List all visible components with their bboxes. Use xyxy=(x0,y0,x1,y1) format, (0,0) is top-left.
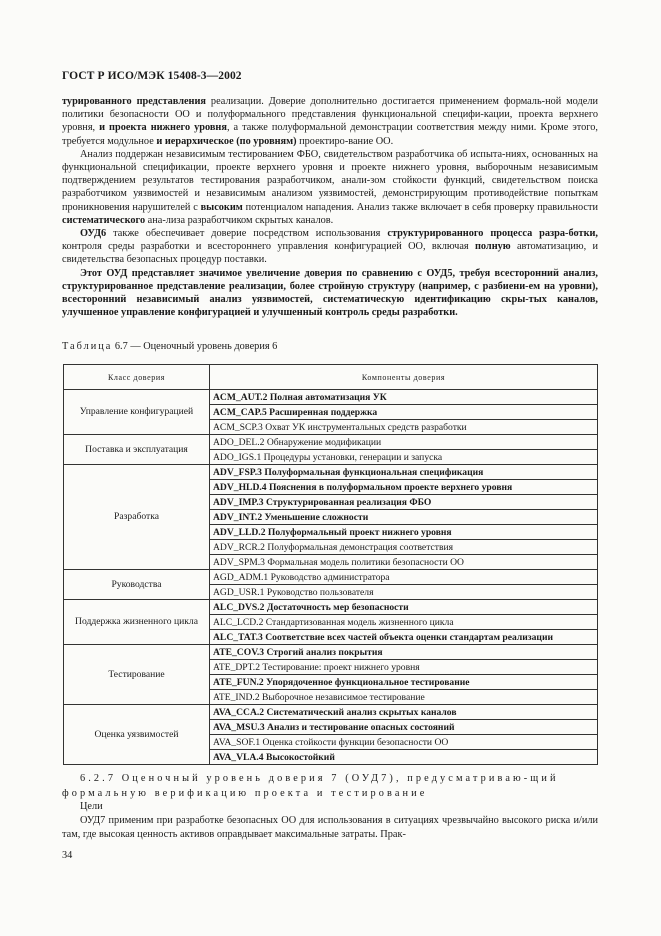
assurance-class-cell: Разработка xyxy=(64,465,210,570)
bold-text: и проекта нижнего уровня xyxy=(99,122,227,134)
bold-text: полную xyxy=(474,241,511,253)
assurance-component-cell: ATE_FUN.2 Упорядоченное функциональное тестирование xyxy=(210,675,598,690)
assurance-class-cell: Поставка и эксплуатация xyxy=(64,435,210,465)
table-caption xyxy=(62,341,277,352)
text: Анализ поддержан независимым тестированием ФБО, свидетельством разработчика об испыта-ниях, основанных на функциональной спецификации, проекте верхнего уровня и проекте нижнего уровня, выборочным независимым подтверждением результатов тестирования разработчиком, анали-зом стойкости функций, свидетельством поиска разработчиком уязвимостей и независимым анализом уязвимостей, демонстрирующим противодействие попыткам проникновения нарушителей с xyxy=(62,148,598,213)
assurance-component-cell: ALC_TAT.3 Соответствие всех частей объекта оценки стандартам реализации xyxy=(210,630,598,645)
table-row xyxy=(64,465,598,480)
assurance-component-cell: AGD_USR.1 Руководство пользователя xyxy=(210,585,598,600)
assurance-component-cell: ADO_DEL.2 Обнаружение модификации xyxy=(210,435,598,450)
bold-text: Этот ОУД представляет значимое увеличение доверия по сравнению с ОУД5, требуя всесторонний анализ, структурированное представление реализации, более стройную структуру (например, с разбиени-ем на уровни), всесторонний независимый анализ уязвимостей, систематическую идентификацию скры-тых каналов, улучшенное управление конфигурацией и улучшенный контроль среды разработки. xyxy=(62,267,598,319)
assurance-component-cell: ADV_LLD.2 Полуформальный проект нижнего уровня xyxy=(210,525,598,540)
assurance-component-cell: ACM_SCP.3 Охват УК инструментальных средств разработки xyxy=(210,420,598,435)
table-row xyxy=(64,645,598,660)
table-row xyxy=(64,435,598,450)
paragraph-2 xyxy=(62,148,598,227)
assurance-component-cell: ACM_AUT.2 Полная автоматизация УК xyxy=(210,390,598,405)
paragraph-4 xyxy=(62,267,598,320)
text: контроля среды разработки и всестороннего управления конфигурацией ОО, включая xyxy=(62,241,475,253)
text: , а также полуформальной демонстрации соответствия между ними. Кроме этого, требуется модульное xyxy=(62,122,598,147)
goals-text: ОУД7 применим при разработке безопасных ОО для использования в ситуациях чрезвычайно высокого риска и/или там, где высокая ценность активов оправдывает максимальные затраты. Прак- xyxy=(62,815,598,840)
bold-text: высоким xyxy=(200,201,243,213)
assurance-component-cell: AGD_ADM.1 Руководство администратора xyxy=(210,570,598,585)
goals-label: Цели xyxy=(80,801,103,812)
table-row xyxy=(64,570,598,585)
paragraph-3 xyxy=(62,227,598,267)
caption-text: 6.7 — Оценочный уровень доверия 6 xyxy=(112,341,278,352)
bold-text: турированного представления xyxy=(62,96,206,107)
assurance-component-cell: ACM_CAP.5 Расширенная поддержка xyxy=(210,405,598,420)
assurance-component-cell: AVA_MSU.3 Анализ и тестирование опасных состояний xyxy=(210,720,598,735)
assurance-component-cell: ADV_INT.2 Уменьшение сложности xyxy=(210,510,598,525)
assurance-class-cell: Руководства xyxy=(64,570,210,600)
document-header: ГОСТ Р ИСО/МЭК 15408-3—2002 xyxy=(62,70,242,82)
text: также обеспечивает доверие посредством использования xyxy=(106,228,388,240)
assurance-component-cell: ATE_COV.3 Строгий анализ покрытия xyxy=(210,645,598,660)
assurance-class-cell: Управление конфигурацией xyxy=(64,390,210,435)
assurance-component-cell: ADV_SPM.3 Формальная модель политики безопасности ОО xyxy=(210,555,598,570)
bold-text: ОУД6 xyxy=(80,228,107,240)
assurance-component-cell: ATE_IND.2 Выборочное независимое тестирование xyxy=(210,690,598,705)
bold-text: структурированного процесса разра-ботки, xyxy=(387,228,599,240)
assurance-component-cell: ADV_FSP.3 Полуформальная функциональная спецификация xyxy=(210,465,598,480)
assurance-class-cell: Тестирование xyxy=(64,645,210,705)
assurance-component-cell: AVA_CCA.2 Систематический анализ скрытых каналов xyxy=(210,705,598,720)
section-heading: 6.2.7 Оценочный уровень доверия 7 (ОУД7), предусматриваю-щий формальную верификацию проекта и тестирование xyxy=(62,773,559,799)
bold-text: и иерархическое (по уровням) xyxy=(156,135,297,147)
caption-prefix: Таблица xyxy=(62,341,113,352)
text: ана-лиза разработчиком скрытых каналов. xyxy=(145,214,334,226)
assurance-class-cell: Оценка уязвимостей xyxy=(64,705,210,765)
paragraph-1 xyxy=(62,95,598,148)
assurance-component-cell: ADO_IGS.1 Процедуры установки, генерации и запуска xyxy=(210,450,598,465)
assurance-component-cell: ALC_LCD.2 Стандартизованная модель жизненного цикла xyxy=(210,615,598,630)
body-text xyxy=(62,95,598,319)
table-row xyxy=(64,390,598,405)
page-number: 34 xyxy=(62,850,73,861)
assurance-component-cell: AVA_VLA.4 Высокостойкий xyxy=(210,750,598,765)
text: проектиро-вание ОО. xyxy=(296,135,394,147)
table-header-row xyxy=(64,365,598,390)
header-class: Класс доверия xyxy=(64,365,210,390)
assurance-component-cell: ALC_DVS.2 Достаточность мер безопасности xyxy=(210,600,598,615)
section-body xyxy=(62,800,598,842)
assurance-component-cell: ADV_IMP.3 Структурированная реализация ФБО xyxy=(210,495,598,510)
assurance-component-cell: ATE_DPT.2 Тестирование: проект нижнего уровня xyxy=(210,660,598,675)
table-row xyxy=(64,705,598,720)
text: потенциалом нападения. Анализ также включает в себя проверку правильности xyxy=(242,201,598,213)
text: автоматизацию, и свидетельства безопасных процедур поставки. xyxy=(62,241,598,266)
text: реализации. Доверие дополнительно достигается применением формаль-ной модели политики безопасности ОО и полуформального представления функциональной специфи-кации, проекта верхнего уровня, xyxy=(62,96,598,134)
table-row xyxy=(64,600,598,615)
assurance-component-cell: ADV_HLD.4 Пояснения в полуформальном проекте верхнего уровня xyxy=(210,480,598,495)
header-components: Компоненты доверия xyxy=(210,365,598,390)
assurance-class-cell: Поддержка жизненного цикла xyxy=(64,600,210,645)
assurance-table xyxy=(63,364,598,765)
assurance-component-cell: AVA_SOF.1 Оценка стойкости функции безопасности ОО xyxy=(210,735,598,750)
assurance-component-cell: ADV_RCR.2 Полуформальная демонстрация соответствия xyxy=(210,540,598,555)
bold-text: систематического xyxy=(62,214,146,226)
